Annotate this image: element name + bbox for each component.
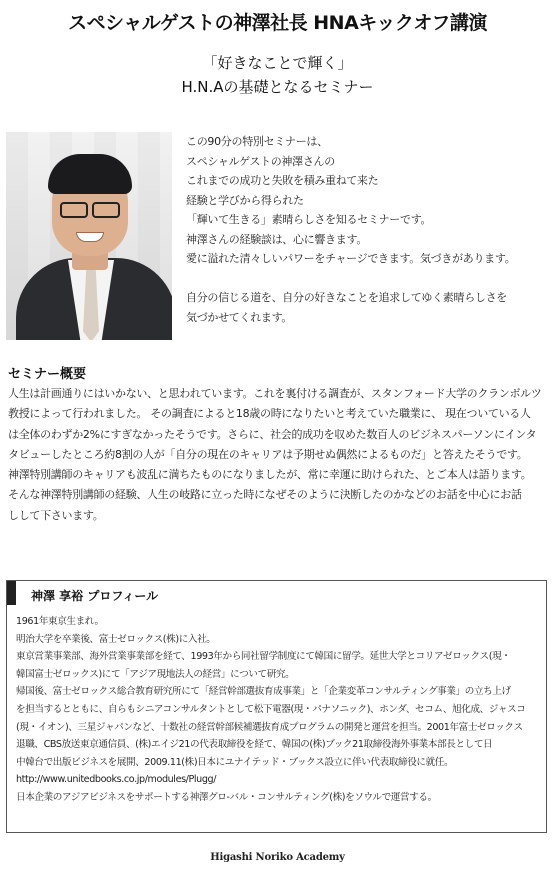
intro-line: 「輝いて生きる」素晴らしさを知るセミナーです。 <box>186 213 432 226</box>
profile-line: を担当するとともに、自らもシニアコンサルタントとして松下電器(現・パナソニック)、ホンダ、セコム、旭化成、ジャスコ <box>16 703 526 715</box>
profile-line: 1961年東京生まれ。 <box>16 616 104 627</box>
profile-line: 日本企業のアジアビジネスをサポートする神澤グロ-バル・コンサルティング(株)をソウルで運営する。 <box>16 791 437 803</box>
profile-line: 帰国後、富士ゼロックス総合教育研究所にて「経営幹部選抜育成事業」と「企業変革コンサルティング事業」の立ち上げ <box>16 686 511 698</box>
intro-line: これまでの成功と失敗を積み重ねて来た <box>186 174 379 187</box>
profile-text <box>16 613 546 807</box>
intro-line: 神澤さんの経験談は、心に響きます。 <box>186 232 368 246</box>
intro-text <box>186 132 546 327</box>
overview-line: タビューしたところ約8割の人が「自分の現在のキャリアは予期せぬ偶然によるものだ」と答えたそうです。 <box>8 447 528 461</box>
overview-line: は全体のわずか2%にすぎなかったそうです。さらに、社会的成功を収めた数百人のビジネスパーソンにインタ <box>8 427 537 441</box>
intro-line: この90分の特別セミナーは、 <box>186 135 328 148</box>
intro-line: 経験と学びから得られた <box>186 193 304 207</box>
intro-line: 自分の信じる道を、自分の好きなことを追求してゆく素晴らしさを <box>186 291 507 304</box>
overview-heading: セミナー概要 <box>8 367 87 382</box>
profile-box <box>6 580 547 833</box>
speaker-photo <box>6 132 172 340</box>
footer-academy-name: Higashi Noriko Academy <box>210 852 345 863</box>
subtitle-quote: 「好きなことで輝く」 <box>202 54 353 72</box>
intro-line: スペシャルゲストの神澤さんの <box>186 154 335 168</box>
profile-heading: 神澤 享裕 プロフィール <box>31 589 159 603</box>
profile-line: 明治大学を卒業後、富士ゼロックス(株)に入社。 <box>16 633 216 645</box>
profile-line: 韓国富士ゼロックス)にて「アジア現地法人の経営」について研究。 <box>16 668 295 680</box>
profile-line: 中韓台で出版ビジネスを展開、2009.11(株)日本にユナイテッド・ブックス設立に伴い代表取締役に就任。 <box>16 756 454 768</box>
intro-line: 気づかせてくれます。 <box>186 310 293 324</box>
profile-line: 東京営業事業部、海外営業事業部を経て、1993年から同社留学制度にて韓国に留学。延世大学とコリアゼロックス(現・ <box>16 651 511 663</box>
overview-line: しして下さいます。 <box>8 508 104 522</box>
overview-text <box>8 384 550 526</box>
profile-url[interactable]: http://www.unitedbooks.co.jp/modules/Plugg/ <box>16 774 217 786</box>
intro-line: 愛に溢れた清々しいパワーをチャージできます。気づきがあります。 <box>186 252 516 265</box>
profile-line: 退職、CBS放送東京通信員、(株)エイジ21の代表取締役を経て、韓国の(株)ブック21取締役海外事業本部長として日 <box>16 739 493 751</box>
overview-line: 神澤特別講師のキャリアも波乱に満ちたものになりましたが、常に幸運に助けられた、とご本人は語ります。 <box>8 468 532 482</box>
subtitle-seminar: H.N.Aの基礎となるセミナー <box>181 78 374 96</box>
overview-line: 教授によって行われました。 その調査によると18歳の時になりたいと考えていた職業に、 現在ついている人 <box>8 407 531 421</box>
profile-accent-bar <box>7 581 16 605</box>
overview-line: そんな神澤特別講師の経験、人生の岐路に立った時になぜそのように決断したのかなどのお話を中心にお話 <box>8 488 522 502</box>
profile-line: (現・イオン)、三星ジャパンなど、十数社の経営幹部候補選抜育成プログラムの開発と運営を担当。2001年富士ゼロックス <box>16 721 523 733</box>
page-title: スペシャルゲストの神澤社長 HNAキックオフ講演 <box>68 12 487 34</box>
overview-line: 人生は計画通りにはいかない、と思われています。これを裏付ける調査が、スタンフォード大学のクランボルツ <box>8 387 542 400</box>
